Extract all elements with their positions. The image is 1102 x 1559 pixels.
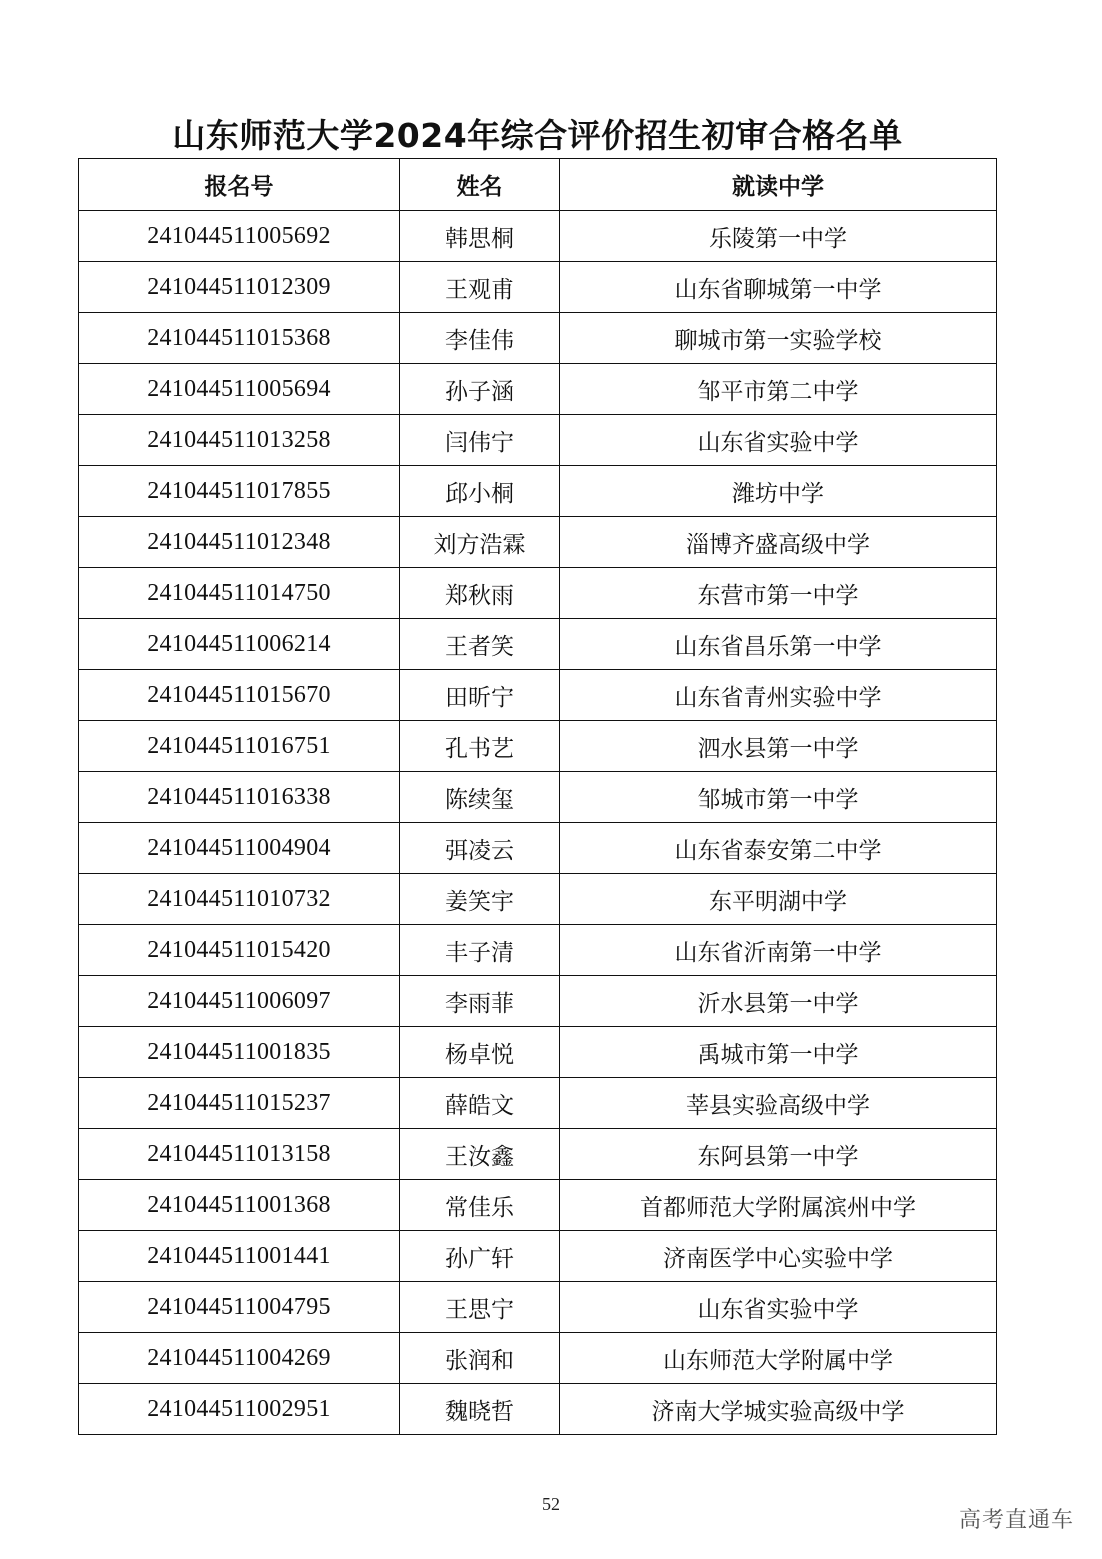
table-row — [79, 1333, 997, 1384]
school-name-cell: 泗水县第一中学 — [560, 721, 997, 772]
registration-number-cell: 241044511010732 — [79, 874, 400, 925]
roster-table — [78, 158, 997, 1435]
school-name-cell: 莘县实验高级中学 — [560, 1078, 997, 1129]
table-row — [79, 1180, 997, 1231]
table-row — [79, 976, 997, 1027]
school-name-cell: 聊城市第一实验学校 — [560, 313, 997, 364]
registration-number-cell: 241044511001835 — [79, 1027, 400, 1078]
registration-number-cell: 241044511006097 — [79, 976, 400, 1027]
watermark-logo: 高考直通车 — [958, 1508, 1074, 1533]
registration-number-cell: 241044511005692 — [79, 211, 400, 262]
registration-number-cell: 241044511015237 — [79, 1078, 400, 1129]
school-name-cell: 山东省青州实验中学 — [560, 670, 997, 721]
registration-number-cell: 241044511012348 — [79, 517, 400, 568]
table-row — [79, 1078, 997, 1129]
school-name-cell: 山东省泰安第二中学 — [560, 823, 997, 874]
registration-number-cell: 241044511013258 — [79, 415, 400, 466]
table-row — [79, 517, 997, 568]
header-name: 姓名 — [400, 159, 560, 211]
student-name-cell: 闫伟宁 — [400, 415, 560, 466]
student-name-cell: 魏晓哲 — [400, 1384, 560, 1435]
table-row — [79, 211, 997, 262]
school-name-cell: 东平明湖中学 — [560, 874, 997, 925]
school-name-cell: 乐陵第一中学 — [560, 211, 997, 262]
registration-number-cell: 241044511013158 — [79, 1129, 400, 1180]
school-name-cell: 邹平市第二中学 — [560, 364, 997, 415]
school-name-cell: 山东省实验中学 — [560, 1282, 997, 1333]
table-header-row — [79, 159, 997, 211]
table-row — [79, 874, 997, 925]
registration-number-cell: 241044511006214 — [79, 619, 400, 670]
registration-number-cell: 241044511015368 — [79, 313, 400, 364]
table-row — [79, 262, 997, 313]
table-row — [79, 670, 997, 721]
student-name-cell: 李雨菲 — [400, 976, 560, 1027]
table-row — [79, 364, 997, 415]
student-name-cell: 田昕宁 — [400, 670, 560, 721]
table-row — [79, 1384, 997, 1435]
header-school: 就读中学 — [560, 159, 997, 211]
school-name-cell: 山东省沂南第一中学 — [560, 925, 997, 976]
table-body — [79, 211, 997, 1435]
school-name-cell: 禹城市第一中学 — [560, 1027, 997, 1078]
page-title: 山东师范大学2024年综合评价招生初审合格名单 — [172, 116, 903, 155]
registration-number-cell: 241044511004904 — [79, 823, 400, 874]
student-name-cell: 孔书艺 — [400, 721, 560, 772]
header-registration-number: 报名号 — [79, 159, 400, 211]
table-row — [79, 1027, 997, 1078]
table-row — [79, 415, 997, 466]
school-name-cell: 山东师范大学附属中学 — [560, 1333, 997, 1384]
student-name-cell: 邱小桐 — [400, 466, 560, 517]
table-row — [79, 772, 997, 823]
table-row — [79, 721, 997, 772]
table-row — [79, 619, 997, 670]
table-row — [79, 1282, 997, 1333]
student-name-cell: 张润和 — [400, 1333, 560, 1384]
student-name-cell: 姜笑宇 — [400, 874, 560, 925]
registration-number-cell: 241044511012309 — [79, 262, 400, 313]
registration-number-cell: 241044511014750 — [79, 568, 400, 619]
student-name-cell: 刘方浩霖 — [400, 517, 560, 568]
student-name-cell: 韩思桐 — [400, 211, 560, 262]
school-name-cell: 邹城市第一中学 — [560, 772, 997, 823]
student-name-cell: 丰子清 — [400, 925, 560, 976]
table-row — [79, 466, 997, 517]
school-name-cell: 潍坊中学 — [560, 466, 997, 517]
student-name-cell: 郑秋雨 — [400, 568, 560, 619]
student-name-cell: 王观甫 — [400, 262, 560, 313]
school-name-cell: 山东省昌乐第一中学 — [560, 619, 997, 670]
school-name-cell: 沂水县第一中学 — [560, 976, 997, 1027]
student-name-cell: 孙子涵 — [400, 364, 560, 415]
registration-number-cell: 241044511005694 — [79, 364, 400, 415]
registration-number-cell: 241044511004269 — [79, 1333, 400, 1384]
page-number: 52 — [542, 1494, 560, 1514]
registration-number-cell: 241044511001368 — [79, 1180, 400, 1231]
student-name-cell: 弭凌云 — [400, 823, 560, 874]
table-row — [79, 1231, 997, 1282]
registration-number-cell: 241044511004795 — [79, 1282, 400, 1333]
table-row — [79, 925, 997, 976]
registration-number-cell: 241044511017855 — [79, 466, 400, 517]
registration-number-cell: 241044511015420 — [79, 925, 400, 976]
school-name-cell: 山东省实验中学 — [560, 415, 997, 466]
student-name-cell: 王思宁 — [400, 1282, 560, 1333]
student-name-cell: 薛皓文 — [400, 1078, 560, 1129]
registration-number-cell: 241044511016751 — [79, 721, 400, 772]
school-name-cell: 济南医学中心实验中学 — [560, 1231, 997, 1282]
school-name-cell: 首都师范大学附属滨州中学 — [560, 1180, 997, 1231]
school-name-cell: 东阿县第一中学 — [560, 1129, 997, 1180]
table-row — [79, 313, 997, 364]
student-name-cell: 李佳伟 — [400, 313, 560, 364]
registration-number-cell: 241044511002951 — [79, 1384, 400, 1435]
student-name-cell: 孙广轩 — [400, 1231, 560, 1282]
student-name-cell: 王者笑 — [400, 619, 560, 670]
student-name-cell: 常佳乐 — [400, 1180, 560, 1231]
school-name-cell: 淄博齐盛高级中学 — [560, 517, 997, 568]
student-name-cell: 陈续玺 — [400, 772, 560, 823]
student-name-cell: 杨卓悦 — [400, 1027, 560, 1078]
school-name-cell: 山东省聊城第一中学 — [560, 262, 997, 313]
school-name-cell: 东营市第一中学 — [560, 568, 997, 619]
school-name-cell: 济南大学城实验高级中学 — [560, 1384, 997, 1435]
table-row — [79, 823, 997, 874]
registration-number-cell: 241044511016338 — [79, 772, 400, 823]
student-name-cell: 王汝鑫 — [400, 1129, 560, 1180]
table-row — [79, 1129, 997, 1180]
registration-number-cell: 241044511001441 — [79, 1231, 400, 1282]
table-row — [79, 568, 997, 619]
registration-number-cell: 241044511015670 — [79, 670, 400, 721]
